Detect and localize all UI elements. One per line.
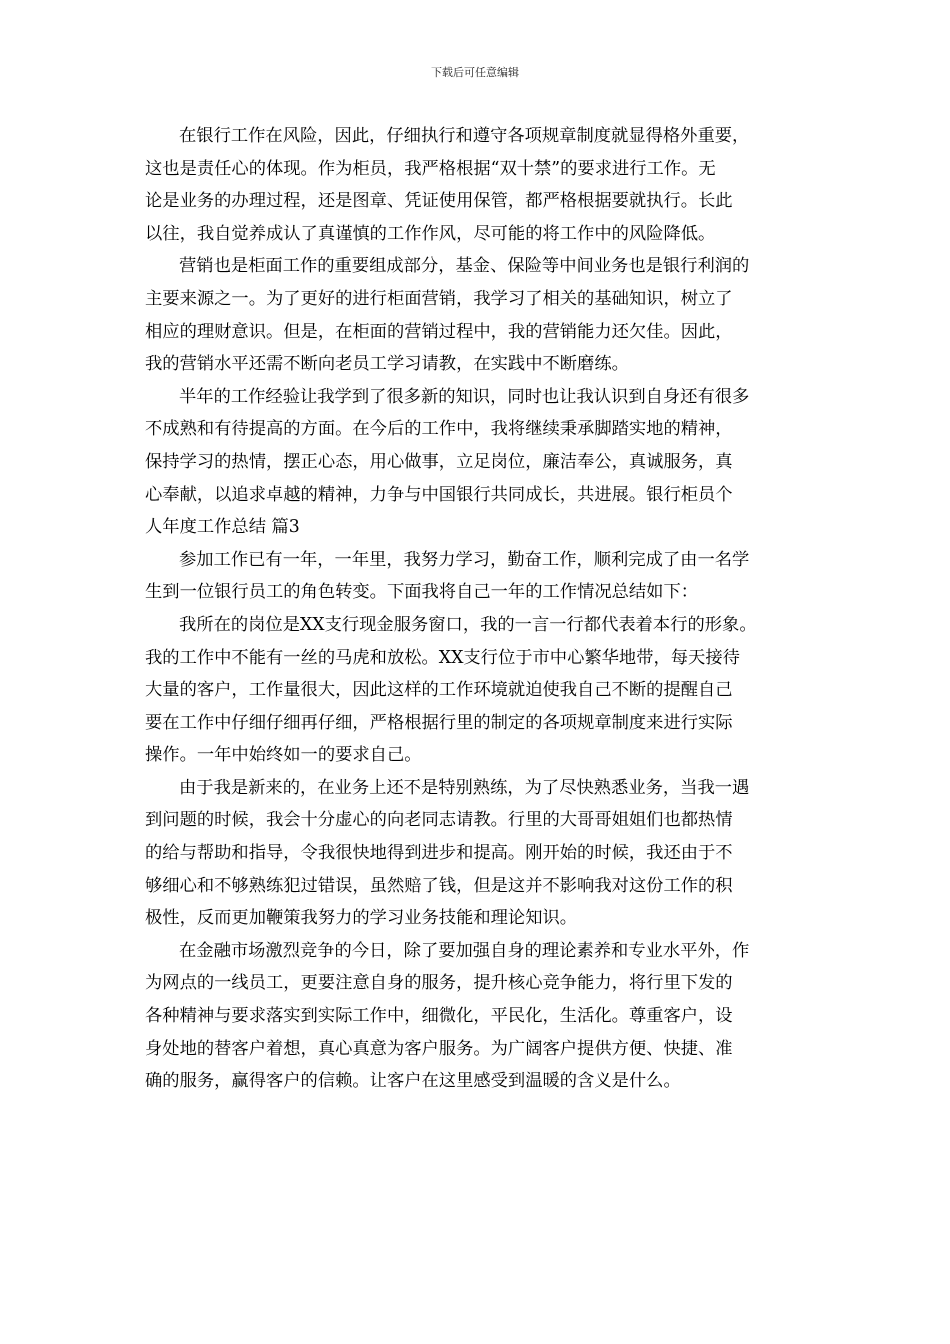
text-line: 论是业务的办理过程，还是图章、凭证使用保管，都严格根据要就执行。长此 xyxy=(145,191,733,212)
text-line: 不成熟和有待提高的方面。在今后的工作中，我将继续秉承脚踏实地的精神， xyxy=(145,419,733,440)
text-line: 生到一位银行员工的角色转变。下面我将自己一年的工作情况总结如下： xyxy=(145,582,699,603)
text-line: 参加工作已有一年，一年里，我努力学习，勤奋工作，顺利完成了由一名学 xyxy=(179,549,750,570)
text-line: 我的工作中不能有一丝的马虎和放松。XX支行位于市中心繁华地带，每天接待 xyxy=(145,647,740,668)
text-line: 在银行工作在风险，因此，仔细执行和遵守各项规章制度就显得格外重要， xyxy=(179,126,750,146)
text-line: 各种精神与要求落实到实际工作中，细微化，平民化，生活化。尊重客户，设 xyxy=(145,1006,733,1027)
text-line: 我的营销水平还需不断向老员工学习请教，在实践中不断磨练。 xyxy=(145,354,629,375)
text-line: 极性，反而更加鞭策我努力的学习业务技能和理论知识。 xyxy=(145,908,578,929)
page-header: 下载后可任意编辑 xyxy=(431,66,519,79)
text-line: 大量的客户，工作量很大，因此这样的工作环境就迫使我自己不断的提醒自己 xyxy=(145,680,733,701)
text-line: 身处地的替客户着想，真心真意为客户服务。为广阔客户提供方便、快捷、准 xyxy=(145,1038,733,1059)
text-line: 到问题的时候，我会十分虚心的向老同志请教。行里的大哥哥姐姐们也都热情 xyxy=(145,810,733,831)
text-line: 操作。一年中始终如一的要求自己。 xyxy=(145,745,422,766)
text-line: 由于我是新来的，在业务上还不是特别熟练，为了尽快熟悉业务，当我一遇 xyxy=(179,777,750,798)
text-line: 我所在的岗位是XX支行现金服务窗口，我的一言一行都代表着本行的形象。 xyxy=(179,614,757,635)
text-line: 营销也是柜面工作的重要组成部分，基金、保险等中间业务也是银行利润的 xyxy=(179,256,750,277)
document-body xyxy=(145,120,825,1098)
text-line: 这也是责任心的体现。作为柜员，我严格根据“双十禁”的要求进行工作。无 xyxy=(145,158,716,179)
text-line: 在金融市场激烈竞争的今日，除了要加强自身的理论素养和专业水平外，作 xyxy=(179,940,750,961)
text-line: 保持学习的热情，摆正心态，用心做事，立足岗位，廉洁奉公，真诚服务，真 xyxy=(145,451,733,472)
text-line: 为网点的一线员工，更要注意自身的服务，提升核心竞争能力，将行里下发的 xyxy=(145,973,733,994)
text-line: 要在工作中仔细仔细再仔细，严格根据行里的制定的各项规章制度来进行实际 xyxy=(145,712,733,733)
text-line: 人年度工作总结 篇3 xyxy=(145,517,300,538)
text-line: 的给与帮助和指导，令我很快地得到进步和提高。刚开始的时候，我还由于不 xyxy=(145,843,733,864)
text-line: 以往，我自觉养成认了真谨慎的工作作风，尽可能的将工作中的风险降低。 xyxy=(145,223,716,244)
text-line: 够细心和不够熟练犯过错误，虽然赔了钱，但是这并不影响我对这份工作的积 xyxy=(145,875,733,896)
text-line: 心奉献，以追求卓越的精神，力争与中国银行共同成长，共进展。银行柜员个 xyxy=(145,484,733,505)
text-line: 主要来源之一。为了更好的进行柜面营销，我学习了相关的基础知识，树立了 xyxy=(145,288,733,309)
text-line: 确的服务，赢得客户的信赖。让客户在这里感受到温暖的含义是什么。 xyxy=(145,1071,681,1092)
text-line: 半年的工作经验让我学到了很多新的知识，同时也让我认识到自身还有很多 xyxy=(179,386,750,407)
text-line: 相应的理财意识。但是，在柜面的营销过程中，我的营销能力还欠佳。因此， xyxy=(145,321,733,342)
